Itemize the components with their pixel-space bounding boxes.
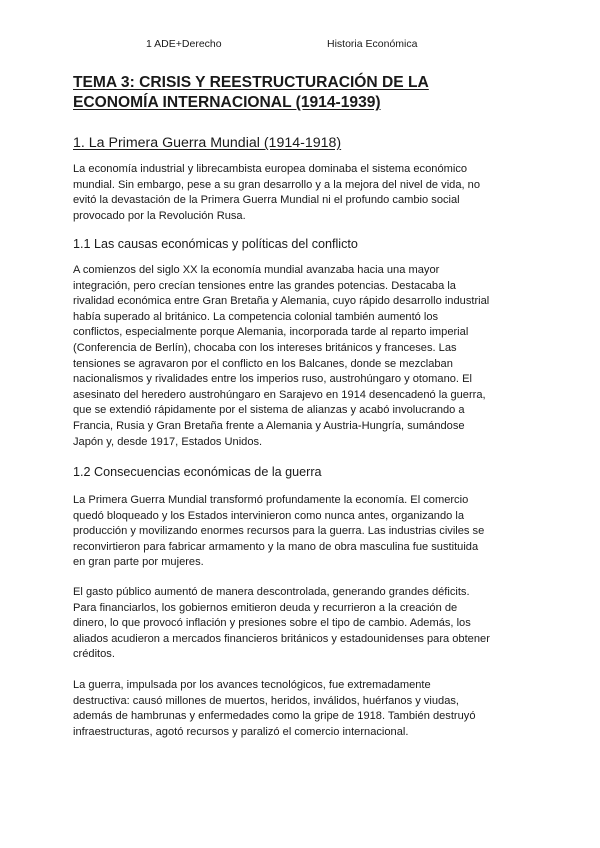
text-line: La Primera Guerra Mundial transformó profundamente la economía. El comercio bbox=[73, 494, 469, 506]
text-line: Francia, Rusia y Gran Bretaña frente a Alemania y Austria-Hungría, sumándose bbox=[73, 419, 465, 432]
text-line: infraestructuras, agotó recursos y paralizó el comercio internacional. bbox=[73, 725, 409, 738]
page-title-line-1: TEMA 3: CRISIS Y REESTRUCTURACIÓN DE LA bbox=[73, 74, 429, 91]
text-line: dinero, lo que provocó inflación y presiones sobre el tipo de cambio. Además, los bbox=[73, 617, 471, 630]
text-line: asesinato del heredero austrohúngaro en Sarajevo en 1914 desencadenó la guerra, bbox=[73, 388, 486, 401]
text-line: mundial. Sin embargo, pese a su gran desarrollo y a la mejora del nivel de vida, no bbox=[73, 178, 481, 191]
text-line: El gasto público aumentó de manera descontrolada, generando grandes déficits. bbox=[73, 586, 470, 598]
text-line: A comienzos del siglo XX la economía mundial avanzaba hacia una mayor bbox=[73, 264, 440, 276]
header-course: 1 ADE+Derecho bbox=[146, 38, 222, 50]
text-line: además de hambrunas y enfermedades como la gripe de 1918. También destruyó bbox=[73, 710, 476, 723]
subsection-heading-1-1: 1.1 Las causas económicas y políticas del conflicto bbox=[73, 237, 358, 251]
page-title-line-2: ECONOMÍA INTERNACIONAL (1914-1939) bbox=[73, 94, 381, 111]
text-line: que se extendió rápidamente por el sistema de alianzas y acabó involucrando a bbox=[73, 404, 465, 417]
text-line: en gran parte por mujeres. bbox=[73, 556, 204, 569]
text-line: evitó la devastación de la Primera Guerra Mundial ni el profundo cambio social bbox=[73, 194, 460, 207]
text-line: reconvirtieron para fabricar armamento y la mano de obra masculina fue sustituida bbox=[73, 540, 479, 553]
text-line: La economía industrial y librecambista europea dominaba el sistema económico bbox=[73, 163, 468, 175]
header-subject: Historia Económica bbox=[327, 38, 418, 50]
text-line: nacionalismos y rivalidades entre los imperios ruso, austrohúngaro y otomano. El bbox=[73, 373, 472, 386]
text-line: La guerra, impulsada por los avances tecnológicos, fue extremadamente bbox=[73, 679, 431, 691]
text-line: Para financiarlos, los gobiernos emitieron deuda y recurrieron a la creación de bbox=[73, 601, 458, 614]
text-line: (Conferencia de Berlín), chocaba con los intereses británicos y franceses. Las bbox=[73, 341, 457, 354]
text-line: créditos. bbox=[73, 648, 115, 661]
text-line: había superado al británico. La competencia colonial también aumentó los bbox=[73, 310, 439, 323]
subsection-1-2-paragraph-2 bbox=[73, 585, 541, 663]
text-line: conflictos, especialmente porque Alemania, incorporada tarde al reparto imperial bbox=[73, 326, 469, 339]
text-line: rivalidad económica entre Gran Bretaña y Alemania, cuyo rápido desarrollo industrial bbox=[73, 295, 490, 308]
subsection-heading-1-2: 1.2 Consecuencias económicas de la guerra bbox=[73, 465, 322, 479]
text-line: integración, pero crecían tensiones entre las grandes potencias. Destacaba la bbox=[73, 279, 456, 292]
section-1-intro-paragraph bbox=[73, 162, 541, 224]
text-line: Japón y, desde 1917, Estados Unidos. bbox=[73, 435, 263, 448]
subsection-1-2-paragraph-1 bbox=[73, 493, 541, 571]
text-line: tensiones se agravaron por el conflicto en los Balcanes, donde se mezclaban bbox=[73, 357, 453, 370]
text-line: provocado por la Revolución Rusa. bbox=[73, 209, 246, 222]
text-line: producción y movilizando enormes recursos para la guerra. Las industrias civiles se bbox=[73, 525, 485, 538]
text-line: destructiva: causó millones de muertos, heridos, inválidos, huérfanos y viudas, bbox=[73, 694, 460, 707]
text-line: quedó bloqueado y los Estados intervinieron como nunca antes, organizando la bbox=[73, 509, 465, 522]
subsection-1-1-paragraph bbox=[73, 263, 541, 450]
section-heading-1: 1. La Primera Guerra Mundial (1914-1918) bbox=[73, 135, 342, 151]
text-line: aliados acudieron a mercados financieros británicos y estadounidenses para obtener bbox=[73, 632, 490, 645]
subsection-1-2-paragraph-3 bbox=[73, 678, 541, 740]
page-title bbox=[73, 73, 493, 113]
